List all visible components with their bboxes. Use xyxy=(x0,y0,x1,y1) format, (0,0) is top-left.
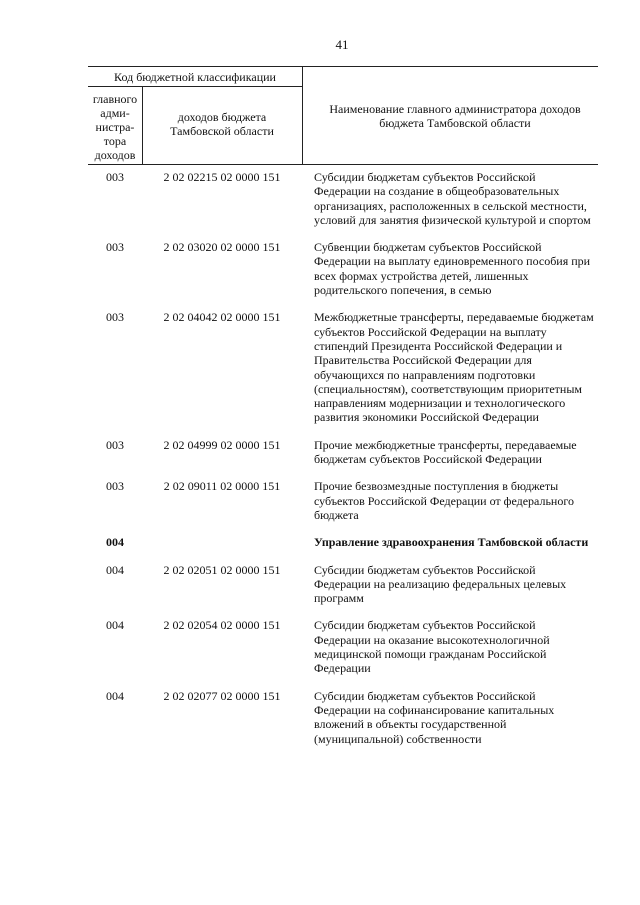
administrator-name: Субсидии бюджетам субъектов Российской Федерации на создание в общеобразовательных организациях, расположенных в сельской местности, условий для занятия физической культурой и спортом xyxy=(314,170,591,227)
header-col-name: Наименование главного администратора доходов бюджета Тамбовской области xyxy=(329,102,581,130)
administrator-name: Субвенции бюджетам субъектов Российской Федерации на выплату единовременного пособия при всех формах устройства детей, лишенных родительского попечения, в семью xyxy=(314,240,591,298)
administrator-name: Субсидии бюджетам субъектов Российской Федерации на оказание высокотехнологичной медицинской помощи гражданам Российской Федерации xyxy=(314,618,550,676)
revenue-code: 2 02 02077 02 0000 151 xyxy=(163,688,281,703)
administrator-name: Субсидии бюджетам субъектов Российской Федерации на реализацию федеральных целевых программ xyxy=(314,562,567,606)
header-group-rule xyxy=(88,86,302,87)
table-row xyxy=(88,689,598,746)
table-row xyxy=(88,563,598,606)
table-row xyxy=(88,240,598,297)
revenue-code: 2 02 04042 02 0000 151 xyxy=(163,310,281,325)
header-divider-1 xyxy=(142,86,143,164)
admin-code: 003 xyxy=(106,240,124,255)
administrator-name: Управление здравоохранения Тамбовской области xyxy=(314,535,589,550)
table-body xyxy=(88,170,598,759)
table-row xyxy=(88,479,598,522)
table-row xyxy=(88,535,598,549)
administrator-name: Прочие межбюджетные трансферты, передаваемые бюджетам субъектов Российской Федерации xyxy=(314,437,577,467)
admin-code: 004 xyxy=(106,618,124,633)
admin-code: 003 xyxy=(106,310,124,325)
admin-code: 004 xyxy=(106,688,124,703)
administrator-name: Субсидии бюджетам субъектов Российской Федерации на софинансирование капитальных вложений в объекты государственной (муниципальной) собственности xyxy=(314,688,555,746)
admin-code: 004 xyxy=(106,562,124,577)
administrator-name: Прочие безвозмездные поступления в бюджеты субъектов Российской Федерации от федерального бюджета xyxy=(314,479,574,522)
revenue-code: 2 02 03020 02 0000 151 xyxy=(163,240,281,255)
header-divider-2 xyxy=(302,66,303,164)
revenue-code: 2 02 04999 02 0000 151 xyxy=(163,437,281,452)
revenue-code: 2 02 02215 02 0000 151 xyxy=(163,170,281,184)
revenue-code: 2 02 02054 02 0000 151 xyxy=(163,618,281,633)
header-col-admin: главного адми-нистра-тора доходов xyxy=(92,92,138,162)
page-number: 41 xyxy=(335,37,349,52)
header-top-rule xyxy=(88,66,598,67)
administrator-name: Межбюджетные трансферты, передаваемые бюджетам субъектов Российской Федерации на выплату стипендий Президента Российской Федерации и Правительства Российской Федерации для обучающихся по направлениям подготовки (специальностям), соответствующим приоритетным направлениям модернизации и технологического развития экономики Российской Федерации xyxy=(314,310,594,425)
admin-code: 003 xyxy=(106,170,124,184)
revenue-code: 2 02 09011 02 0000 151 xyxy=(163,479,281,494)
table-row xyxy=(88,310,598,424)
revenue-code: 2 02 02051 02 0000 151 xyxy=(163,562,281,577)
header-group-title: Код бюджетной классификации xyxy=(114,70,276,84)
header-bottom-rule xyxy=(88,164,598,165)
table-row xyxy=(88,438,598,467)
header-col-revenue: доходов бюджета Тамбовской области xyxy=(170,110,274,138)
table-row xyxy=(88,618,598,675)
admin-code: 003 xyxy=(106,479,124,494)
admin-code: 004 xyxy=(106,535,124,550)
table-row xyxy=(88,170,598,227)
table-header xyxy=(88,66,598,164)
admin-code: 003 xyxy=(106,437,124,452)
